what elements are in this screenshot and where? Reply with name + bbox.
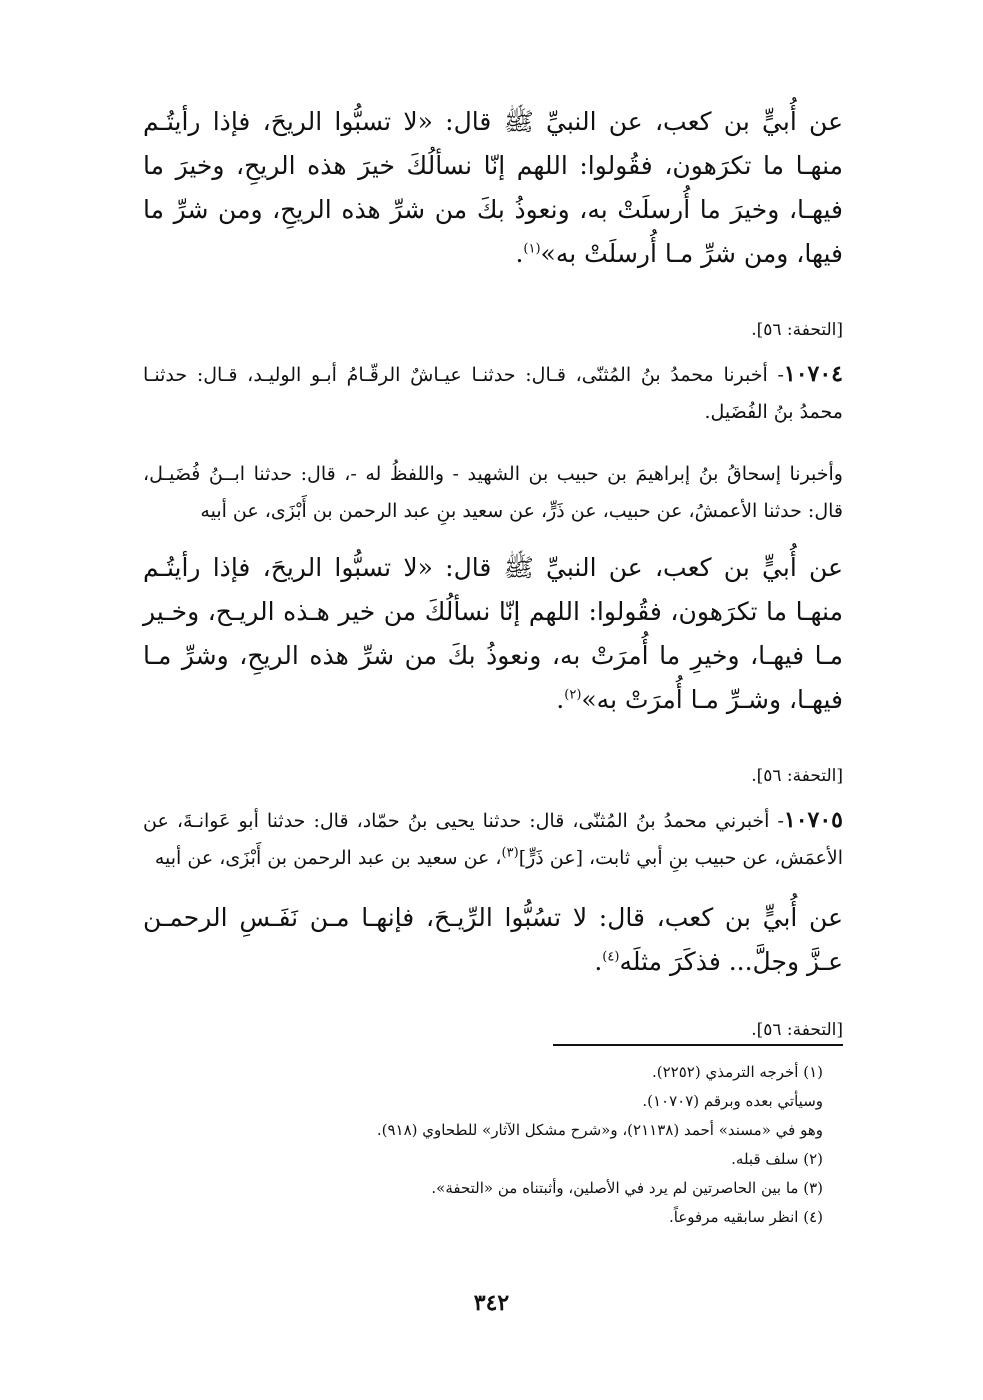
footnote-2: (٢) سلف قبله. [731,1150,823,1168]
tuhfa-reference-2 [143,764,843,788]
hadith-text-10705 [143,896,843,984]
hadith-text-10705-body: عن أُبيٍّ بن كعب، قال: لا تسُبُّوا الرِّيـحَ، فإنهـا مـن نَفَـسِ الرحمـن عـزَّ وجلَّ... فذكَرَ مثلَه [143,903,843,976]
hadith-number-10705: ١٠٧٠٥ [783,807,843,833]
footnote-ref-3: (٣) [501,845,519,861]
hadith-number-10704: ١٠٧٠٤ [783,361,843,387]
footnote-3: (٣) ما بين الحاصرتين لم يرد في الأصلين، وأثبتناه من «التحفة». [431,1179,823,1197]
hadith-text-1-end: . [515,239,524,268]
isnad-10705-text-a: - أخبرني محمدُ بنُ المُثنّى، قال: حدثنا يحيى بنُ حمّاد، قال: حدثنا أبو عَوانـةَ، عن الأعمَش، عن حبيب بنِ أبي ثابت، [عن ذَرٍّ] [143,810,843,869]
hadith-text-10705-end: . [594,947,603,976]
page-number: ٣٤٢ [473,1290,510,1316]
hadith-text-1 [143,100,843,276]
hadith-isnad-10704-b [143,456,843,530]
isnad-10704-b-text: وأخبرنا إسحاقُ بنُ إبراهيمَ بن حبيب بن الشهيد - واللفظُ له -، قال: حدثنا ابــنُ فُضَيـل، قال: حدثنا الأعمشُ، عن حبيب، عن ذَرٍّ، عن سعيد بنِ عبد الرحمن بن أَبْزَى، عن أبيه [143,463,843,522]
footnote-1-continued-a: وسيأتي بعده وبرقم (١٠٧٠٧). [642,1092,823,1110]
hadith-text-10704-end: . [556,685,565,714]
footnote-ref-4: (٤) [602,949,620,965]
footnote-divider [553,1044,843,1046]
tuhfa-reference-3 [143,1018,843,1042]
hadith-text-1-body: عن أُبيٍّ بن كعب، عن النبيِّ ﷺ قال: «لا تسبُّوا الريحَ، فإذا رأيتُـم منهـا ما تكرَهون، فقُولوا: اللهم إنّا نسألُكَ خيرَ هذه الريحِ، وخيرَ ما فيهـا، وخيرَ ما أُرسلَتْ به، ونعوذُ بكَ من شرِّ هذه الريحِ، ومن شرِّ ما فيها، ومن شرِّ مـا أُرسلَتْ به» [143,107,843,268]
tuhfa-reference-1-text: [التحفة: ٥٦]. [751,320,843,340]
hadith-text-10704 [143,546,843,722]
isnad-10705-text-b: ، عن سعيد بن عبد الرحمن بن أَبْزَى، عن أبيه [154,847,502,869]
footnote-ref-2: (٢) [564,687,582,703]
tuhfa-reference-1 [143,318,843,342]
footnote-4: (٤) انظر سابقيه مرفوعاً. [669,1208,823,1226]
tuhfa-reference-3-text: [التحفة: ٥٦]. [751,1020,843,1040]
tuhfa-reference-2-text: [التحفة: ٥٦]. [751,766,843,786]
hadith-isnad-10705 [143,802,843,877]
hadith-isnad-10704-a [143,356,843,431]
hadith-text-10704-body: عن أُبيٍّ بن كعب، عن النبيِّ ﷺ قال: «لا تسبُّوا الريحَ، فإذا رأيتُـم منهـا ما تكرَهون، فقُولوا: اللهم إنّا نسألُكَ من خير هـذه الريـح، وخـير مـا فيهـا، وخيرِ ما أُمرَتْ به، ونعوذُ بكَ من شرِّ هذه الريحِ، وشرِّ مـا فيهـا، وشـرِّ مـا أُمرَتْ به» [143,553,843,714]
isnad-10704-a-text: - أخبرنا محمدُ بنُ المُثنّى، قـال: حدثنـا عيـاشٌ الرقّـامُ أبـو الوليـد، قـال: حدثنـا محمدُ بنُ الفُضَيل. [143,364,843,423]
footnote-ref-1: (١) [523,241,541,257]
footnote-1: (١) أخرجه الترمذي (٢٢٥٢). [651,1063,823,1081]
footnotes [143,1058,823,1232]
footnote-1-continued-b: وهو في «مسند» أحمد (٢١١٣٨)، و«شرح مشكل الآثار» للطحاوي (٩١٨). [376,1121,823,1139]
